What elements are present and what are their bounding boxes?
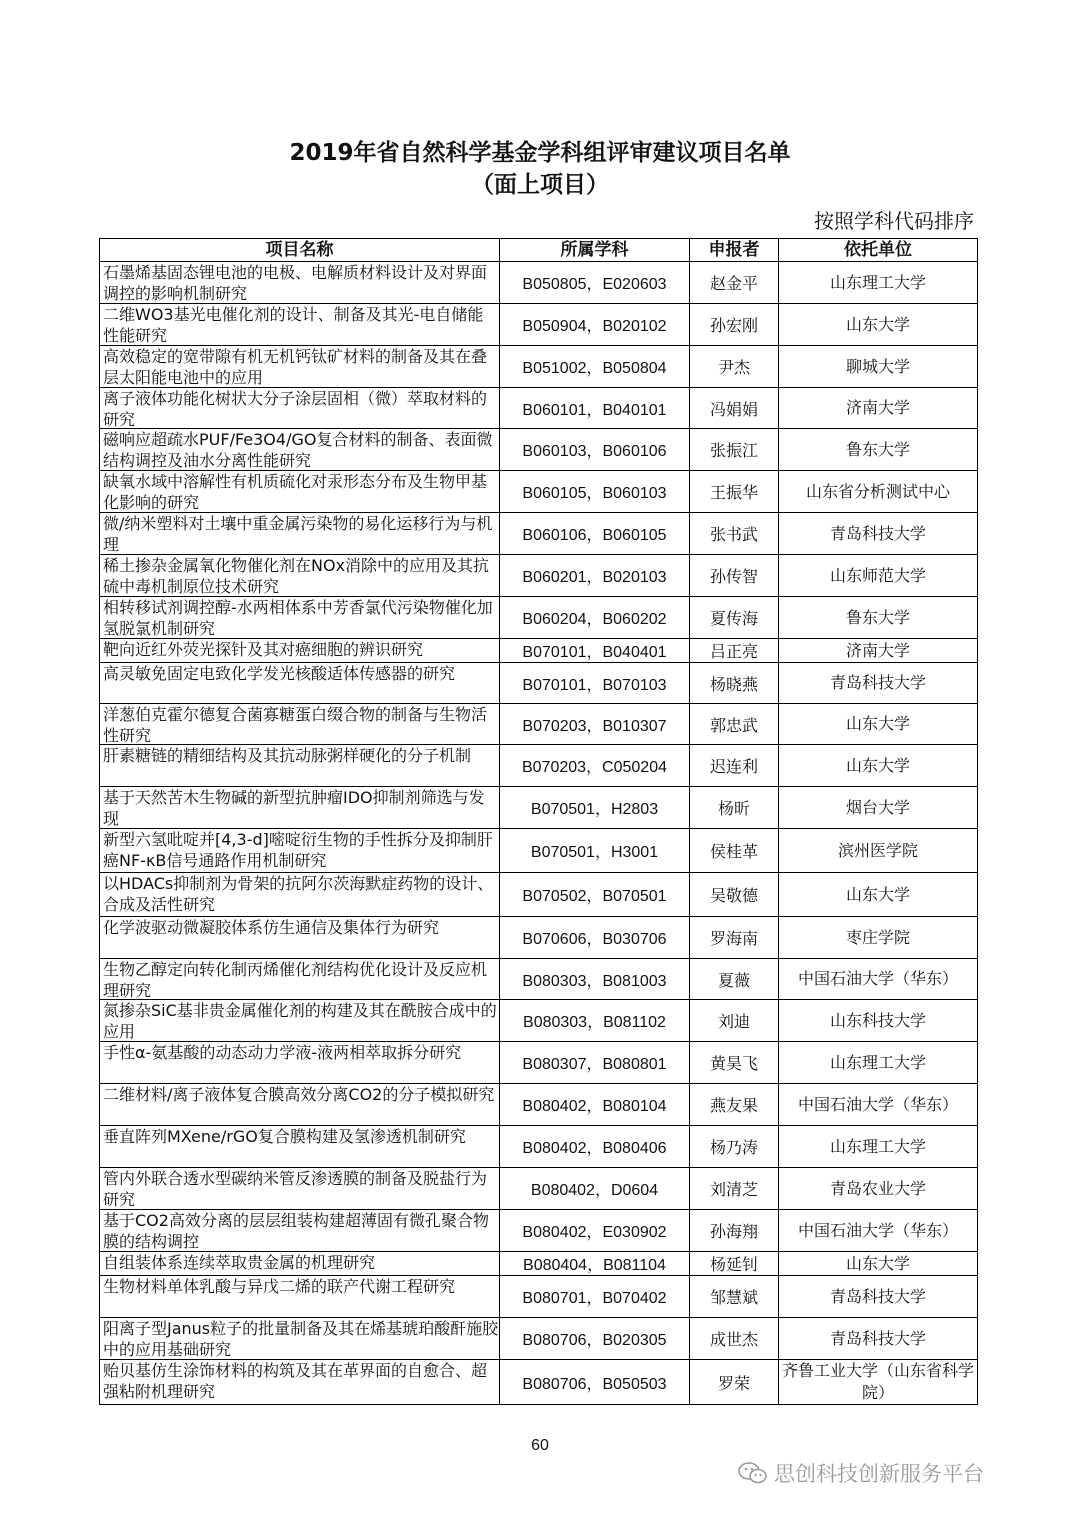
unit-cell-text: 山东理工大学: [829, 272, 926, 292]
unit-cell: [779, 663, 978, 704]
subject-code-cell: [500, 304, 690, 346]
applicant-cell-text: 孙海翔: [709, 1222, 758, 1241]
project-name-cell-text: 稀土掺杂金属氧化物催化剂在NOx消除中的应用及其抗硫中毒机制原位技术研究: [103, 556, 490, 596]
subject-code-cell-text: B080402，B080104: [522, 1098, 667, 1115]
project-name-cell-text: 离子液体功能化树状大分子涂层固相（微）萃取材料的研究: [103, 389, 488, 428]
unit-cell: [779, 388, 978, 429]
applicant-cell: [690, 262, 779, 304]
unit-cell-text: 齐鲁工业大学（山东省科学院）: [781, 1361, 974, 1402]
applicant-cell-text: 夏传海: [709, 609, 758, 628]
unit-cell: [779, 873, 978, 917]
unit-cell: [779, 959, 978, 1000]
unit-cell-text: 中国石油大学（华东）: [797, 969, 958, 988]
project-name-cell-text: 相转移试剂调控醇-水两相体系中芳香氯代污染物催化加氢脱氯机制研究: [103, 598, 493, 638]
applicant-cell-text: 杨昕: [717, 799, 750, 818]
table-row: [100, 663, 978, 704]
project-name-cell: [100, 388, 500, 429]
unit-cell-text: 鲁东大学: [845, 607, 910, 627]
unit-cell: [779, 704, 978, 745]
table-row: [100, 1168, 978, 1210]
project-name-cell-text: 垂直阵列MXene/rGO复合膜构建及氢渗透机制研究: [103, 1127, 466, 1146]
applicant-cell: [690, 471, 779, 513]
table-row: [100, 1276, 978, 1318]
subject-code-cell-text: B070101，B070103: [522, 676, 667, 694]
applicant-cell-text: 邹慧斌: [709, 1288, 758, 1307]
project-name-cell: [100, 1042, 500, 1084]
applicant-cell: [690, 429, 779, 471]
applicant-cell-text: 燕友果: [709, 1096, 758, 1115]
project-name-cell-text: 新型六氢吡啶并[4,3-d]嘧啶衍生物的手性拆分及抑制肝癌NF-κB信号通路作用机制研究: [103, 830, 493, 870]
subject-code-cell: [500, 829, 690, 873]
project-name-cell: [100, 663, 500, 704]
unit-cell: [779, 639, 978, 663]
table-row: [100, 388, 978, 429]
unit-cell: [779, 1360, 978, 1405]
unit-cell: [779, 1168, 978, 1210]
subject-code-cell-text: B080303，B081003: [522, 972, 667, 990]
header-subject: 所属学科: [500, 239, 690, 262]
unit-cell-text: 济南大学: [845, 640, 910, 660]
subject-code-cell-text: B080706，B020305: [522, 1332, 667, 1349]
subject-code-cell: [500, 1168, 690, 1210]
applicant-cell: [690, 1126, 779, 1168]
table-row: [100, 745, 978, 787]
applicant-cell: [690, 1210, 779, 1252]
project-name-cell-text: 生物乙醇定向转化制丙烯催化剂结构优化设计及反应机理研究: [103, 960, 488, 999]
subject-code-cell-text: B050805，E020603: [522, 276, 667, 293]
project-name-cell: [100, 1318, 500, 1360]
table-row: [100, 555, 978, 597]
applicant-cell: [690, 388, 779, 429]
project-name-cell: [100, 704, 500, 745]
subject-code-cell: [500, 704, 690, 745]
unit-cell: [779, 787, 978, 829]
applicant-cell-text: 成世杰: [709, 1330, 758, 1349]
applicant-cell-text: 冯娟娟: [709, 399, 758, 419]
applicant-cell: [690, 1276, 779, 1318]
table-row: [100, 1000, 978, 1042]
subject-code-cell: [500, 1318, 690, 1360]
applicant-cell-text: 尹杰: [717, 358, 750, 377]
subject-code-cell-text: B080303，B081102: [523, 1014, 666, 1031]
subject-code-cell: [500, 1360, 690, 1405]
subject-code-cell-text: B060105，B060103: [522, 485, 667, 502]
unit-cell-text: 青岛科技大学: [829, 523, 926, 543]
unit-cell-text: 烟台大学: [845, 797, 910, 817]
subject-code-cell-text: B060103，B060106: [522, 443, 667, 460]
unit-cell-text: 山东大学: [845, 755, 910, 775]
project-name-cell: [100, 1360, 500, 1405]
unit-cell-text: 枣庄学院: [845, 927, 910, 947]
subject-code-cell-text: B080706，B050503: [522, 1375, 667, 1393]
applicant-cell: [690, 745, 779, 787]
project-name-cell: [100, 555, 500, 597]
unit-cell-text: 山东大学: [845, 1253, 910, 1273]
applicant-cell: [690, 597, 779, 639]
project-name-cell: [100, 1252, 500, 1276]
table-body: [100, 262, 978, 1405]
subject-code-cell-text: B080402，B080406: [522, 1140, 667, 1157]
project-name-cell-text: 基于CO2高效分离的层层组装构建超薄固有微孔聚合物膜的结构调控: [103, 1211, 489, 1251]
applicant-cell-text: 刘迪: [717, 1012, 750, 1031]
subject-code-cell: [500, 639, 690, 663]
subject-code-cell: [500, 1000, 690, 1042]
document-subtitle: （面上项目）: [471, 172, 609, 198]
project-name-cell: [100, 1168, 500, 1210]
project-name-cell-text: 管内外联合透水型碳纳米管反渗透膜的制备及脱盐行为研究: [103, 1169, 488, 1209]
unit-cell-text: 山东大学: [845, 714, 910, 733]
project-name-cell: [100, 346, 500, 388]
project-name-cell-text: 磁响应超疏水PUF/Fe3O4/GO复合材料的制备、表面微结构调控及油水分离性能研究: [103, 430, 493, 470]
table-row: [100, 704, 978, 745]
subject-code-cell: [500, 959, 690, 1000]
applicant-cell: [690, 873, 779, 917]
subject-code-cell: [500, 1042, 690, 1084]
applicant-cell-text: 侯桂革: [709, 842, 758, 861]
applicant-cell-text: 夏薇: [717, 970, 750, 990]
unit-cell: [779, 1042, 978, 1084]
subject-code-cell: [500, 787, 690, 829]
unit-cell-text: 青岛科技大学: [829, 1286, 926, 1306]
unit-cell-text: 山东省分析测试中心: [805, 481, 950, 501]
project-name-cell: [100, 745, 500, 787]
applicant-cell-text: 王振华: [709, 483, 758, 502]
subject-code-cell-text: B070203，B010307: [522, 717, 667, 735]
subject-code-cell-text: B070203，C050204: [521, 759, 667, 776]
table-row: [100, 1042, 978, 1084]
project-name-cell-text: 高效稳定的宽带隙有机无机钙钛矿材料的制备及其在叠层太阳能电池中的应用: [103, 347, 488, 387]
subject-code-cell-text: B080701，B070402: [522, 1290, 667, 1307]
applicant-cell-text: 赵金平: [709, 274, 758, 293]
project-name-cell: [100, 917, 500, 959]
page-number: 60: [531, 1437, 549, 1454]
subject-code-cell: [500, 745, 690, 787]
subject-code-cell-text: B051002，B050804: [522, 360, 667, 377]
table-row: [100, 1210, 978, 1252]
project-name-cell: [100, 1000, 500, 1042]
subject-code-cell: [500, 1276, 690, 1318]
unit-cell: [779, 1084, 978, 1126]
unit-cell-text: 山东理工大学: [829, 1052, 926, 1072]
table-row: [100, 304, 978, 346]
subject-code-cell-text: B050904，B020102: [522, 318, 667, 335]
unit-cell: [779, 471, 978, 513]
applicant-cell-text: 罗海南: [709, 929, 758, 948]
project-name-cell: [100, 513, 500, 555]
applicant-cell: [690, 959, 779, 1000]
subject-code-cell: [500, 346, 690, 388]
table-row: [100, 471, 978, 513]
project-name-cell: [100, 1210, 500, 1252]
document-title: 2019年省自然科学基金学科组评审建议项目名单: [289, 140, 791, 166]
applicant-cell: [690, 787, 779, 829]
project-name-cell-text: 高灵敏免固定电致化学发光核酸适体传感器的研究: [103, 664, 456, 683]
unit-cell: [779, 829, 978, 873]
subject-code-cell: [500, 262, 690, 304]
subject-code-cell: [500, 597, 690, 639]
project-name-cell: [100, 1126, 500, 1168]
applicant-cell: [690, 346, 779, 388]
project-name-cell: [100, 304, 500, 346]
project-name-cell-text: 自组装体系连续萃取贵金属的机理研究: [103, 1253, 376, 1272]
project-name-cell: [100, 1276, 500, 1318]
table-row: [100, 1318, 978, 1360]
applicant-cell: [690, 1252, 779, 1276]
table-row: [100, 1084, 978, 1126]
unit-cell: [779, 1276, 978, 1318]
project-name-cell: [100, 429, 500, 471]
subject-code-cell-text: B070606，B030706: [522, 931, 667, 948]
subject-code-cell-text: B080402，D0604: [530, 1182, 659, 1199]
subject-code-cell: [500, 388, 690, 429]
unit-cell: [779, 346, 978, 388]
unit-cell-text: 山东大学: [845, 884, 910, 904]
table-row: [100, 262, 978, 304]
project-name-cell-text: 二维材料/离子液体复合膜高效分离CO2的分子模拟研究: [103, 1085, 495, 1104]
unit-cell: [779, 917, 978, 959]
applicant-cell-text: 杨乃涛: [709, 1138, 758, 1157]
unit-cell: [779, 513, 978, 555]
unit-cell: [779, 429, 978, 471]
subject-code-cell-text: B060101，B040101: [522, 401, 667, 419]
unit-cell-text: 山东大学: [845, 314, 910, 334]
unit-cell: [779, 555, 978, 597]
project-name-cell-text: 以HDACs抑制剂为骨架的抗阿尔茨海默症药物的设计、合成及活性研究: [103, 874, 494, 914]
unit-cell-text: 济南大学: [845, 398, 910, 417]
table-row: [100, 429, 978, 471]
applicant-cell: [690, 304, 779, 346]
subject-code-cell-text: B070101，B040401: [522, 644, 667, 661]
project-name-cell-text: 二维WO3基光电催化剂的设计、制备及其光-电自储能性能研究: [103, 305, 484, 345]
project-name-cell-text: 手性α-氨基酸的动态动力学液-液两相萃取拆分研究: [103, 1043, 462, 1062]
applicant-cell-text: 孙传智: [709, 567, 758, 586]
subject-code-cell: [500, 1084, 690, 1126]
applicant-cell-text: 孙宏刚: [709, 316, 758, 335]
table-row: [100, 787, 978, 829]
project-name-cell: [100, 597, 500, 639]
table-row: [100, 917, 978, 959]
applicant-cell-text: 刘清芝: [709, 1180, 758, 1199]
applicant-cell: [690, 1360, 779, 1405]
table-row: [100, 346, 978, 388]
unit-cell: [779, 1126, 978, 1168]
subject-code-cell-text: B080402，E030902: [522, 1224, 667, 1241]
unit-cell-text: 青岛科技大学: [829, 1328, 926, 1348]
header-applicant: 申报者: [690, 239, 779, 262]
project-table: [99, 238, 978, 1405]
project-name-cell-text: 靶向近红外荧光探针及其对癌细胞的辨识研究: [103, 640, 424, 659]
unit-cell-text: 聊城大学: [845, 356, 910, 376]
project-name-cell: [100, 262, 500, 304]
subject-code-cell-text: B070501，H3001: [530, 844, 659, 861]
unit-cell: [779, 1000, 978, 1042]
subject-code-cell-text: B080404，B081104: [523, 1257, 666, 1274]
project-name-cell: [100, 787, 500, 829]
applicant-cell-text: 张书武: [709, 525, 758, 544]
unit-cell-text: 山东师范大学: [829, 565, 926, 585]
project-name-cell-text: 氮掺杂SiC基非贵金属催化剂的构建及其在酰胺合成中的应用: [103, 1001, 497, 1041]
applicant-cell: [690, 1318, 779, 1360]
subject-code-cell: [500, 513, 690, 555]
unit-cell-text: 中国石油大学（华东）: [797, 1220, 958, 1240]
sort-note: 按照学科代码排序: [814, 209, 974, 233]
applicant-cell-text: 吴敬德: [709, 886, 758, 905]
table-header-row: [100, 239, 978, 262]
subject-code-cell: [500, 917, 690, 959]
project-name-cell-text: 基于天然苦木生物碱的新型抗肿瘤IDO抑制剂筛选与发现: [103, 788, 485, 828]
table-row: [100, 1126, 978, 1168]
header-unit: 依托单位: [779, 239, 978, 262]
applicant-cell-text: 郭忠武: [709, 715, 758, 735]
unit-cell-text: 鲁东大学: [845, 439, 910, 459]
subject-code-cell: [500, 471, 690, 513]
project-name-cell: [100, 959, 500, 1000]
project-name-cell-text: 化学波驱动微凝胶体系仿生通信及集体行为研究: [103, 918, 440, 937]
unit-cell-text: 青岛农业大学: [829, 1178, 926, 1198]
applicant-cell-text: 张振江: [709, 441, 758, 460]
applicant-cell: [690, 513, 779, 555]
unit-cell-text: 青岛科技大学: [829, 673, 926, 692]
watermark: [738, 1458, 984, 1488]
unit-cell-text: 中国石油大学（华东）: [797, 1094, 958, 1114]
unit-cell-text: 山东科技大学: [829, 1010, 926, 1030]
table-row: [100, 1252, 978, 1276]
subject-code-cell-text: B060201，B020103: [522, 569, 667, 586]
subject-code-cell: [500, 555, 690, 597]
subject-code-cell-text: B080307，B080801: [522, 1056, 667, 1073]
project-name-cell: [100, 873, 500, 917]
project-name-cell-text: 生物材料单体乳酸与异戊二烯的联产代谢工程研究: [103, 1277, 456, 1296]
applicant-cell: [690, 639, 779, 663]
table-row: [100, 873, 978, 917]
table-row: [100, 829, 978, 873]
project-name-cell-text: 微/纳米塑料对土壤中重金属污染物的易化运移行为与机理: [103, 514, 493, 554]
project-name-cell-text: 阳离子型Janus粒子的批量制备及其在烯基琥珀酸酐施胶中的应用基础研究: [103, 1319, 499, 1359]
unit-cell: [779, 1318, 978, 1360]
project-name-cell-text: 洋葱伯克霍尔德复合菌寡糖蛋白缀合物的制备与生物活性研究: [103, 705, 488, 744]
table-row: [100, 959, 978, 1000]
watermark-text: 思创科技创新服务平台: [774, 1462, 984, 1486]
subject-code-cell: [500, 429, 690, 471]
header-project: 项目名称: [100, 239, 500, 262]
table-row: [100, 597, 978, 639]
subject-code-cell: [500, 1126, 690, 1168]
table-row: [100, 513, 978, 555]
unit-cell: [779, 597, 978, 639]
unit-cell: [779, 745, 978, 787]
unit-cell-text: 山东理工大学: [829, 1136, 926, 1156]
applicant-cell-text: 罗荣: [717, 1373, 750, 1393]
applicant-cell-text: 杨晓燕: [709, 674, 758, 694]
unit-cell-text: 滨州医学院: [837, 840, 918, 860]
table-row: [100, 1360, 978, 1405]
applicant-cell-text: 吕正亮: [709, 642, 758, 661]
project-name-cell-text: 贻贝基仿生涂饰材料的构筑及其在革界面的自愈合、超强粘附机理研究: [103, 1361, 488, 1401]
unit-cell: [779, 304, 978, 346]
project-name-cell-text: 石墨烯基固态锂电池的电极、电解质材料设计及对界面调控的影响机制研究: [103, 263, 488, 303]
applicant-cell-text: 杨延钊: [709, 1255, 758, 1274]
subject-code-cell: [500, 1210, 690, 1252]
project-name-cell-text: 肝素糖链的精细结构及其抗动脉粥样硬化的分子机制: [103, 746, 472, 765]
subject-code-cell: [500, 663, 690, 704]
applicant-cell: [690, 663, 779, 704]
unit-cell: [779, 1210, 978, 1252]
project-name-cell: [100, 471, 500, 513]
subject-code-cell-text: B070501，H2803: [530, 801, 659, 818]
project-name-cell-text: 缺氧水域中溶解性有机质硫化对汞形态分布及生物甲基化影响的研究: [103, 472, 488, 512]
applicant-cell: [690, 1168, 779, 1210]
applicant-cell: [690, 1042, 779, 1084]
applicant-cell: [690, 704, 779, 745]
project-name-cell: [100, 829, 500, 873]
applicant-cell-text: 迟连利: [709, 757, 758, 776]
applicant-cell: [690, 1000, 779, 1042]
table-row: [100, 639, 978, 663]
applicant-cell: [690, 1084, 779, 1126]
project-name-cell: [100, 639, 500, 663]
project-name-cell: [100, 1084, 500, 1126]
subject-code-cell-text: B060106，B060105: [522, 527, 667, 544]
subject-code-cell: [500, 1252, 690, 1276]
subject-code-cell-text: B060204，B060202: [522, 611, 667, 628]
subject-code-cell-text: B070502，B070501: [522, 888, 667, 905]
applicant-cell: [690, 555, 779, 597]
wechat-icon: [738, 1461, 768, 1485]
subject-code-cell: [500, 873, 690, 917]
unit-cell: [779, 1252, 978, 1276]
unit-cell: [779, 262, 978, 304]
applicant-cell: [690, 917, 779, 959]
applicant-cell: [690, 829, 779, 873]
applicant-cell-text: 黄昊飞: [709, 1054, 758, 1073]
